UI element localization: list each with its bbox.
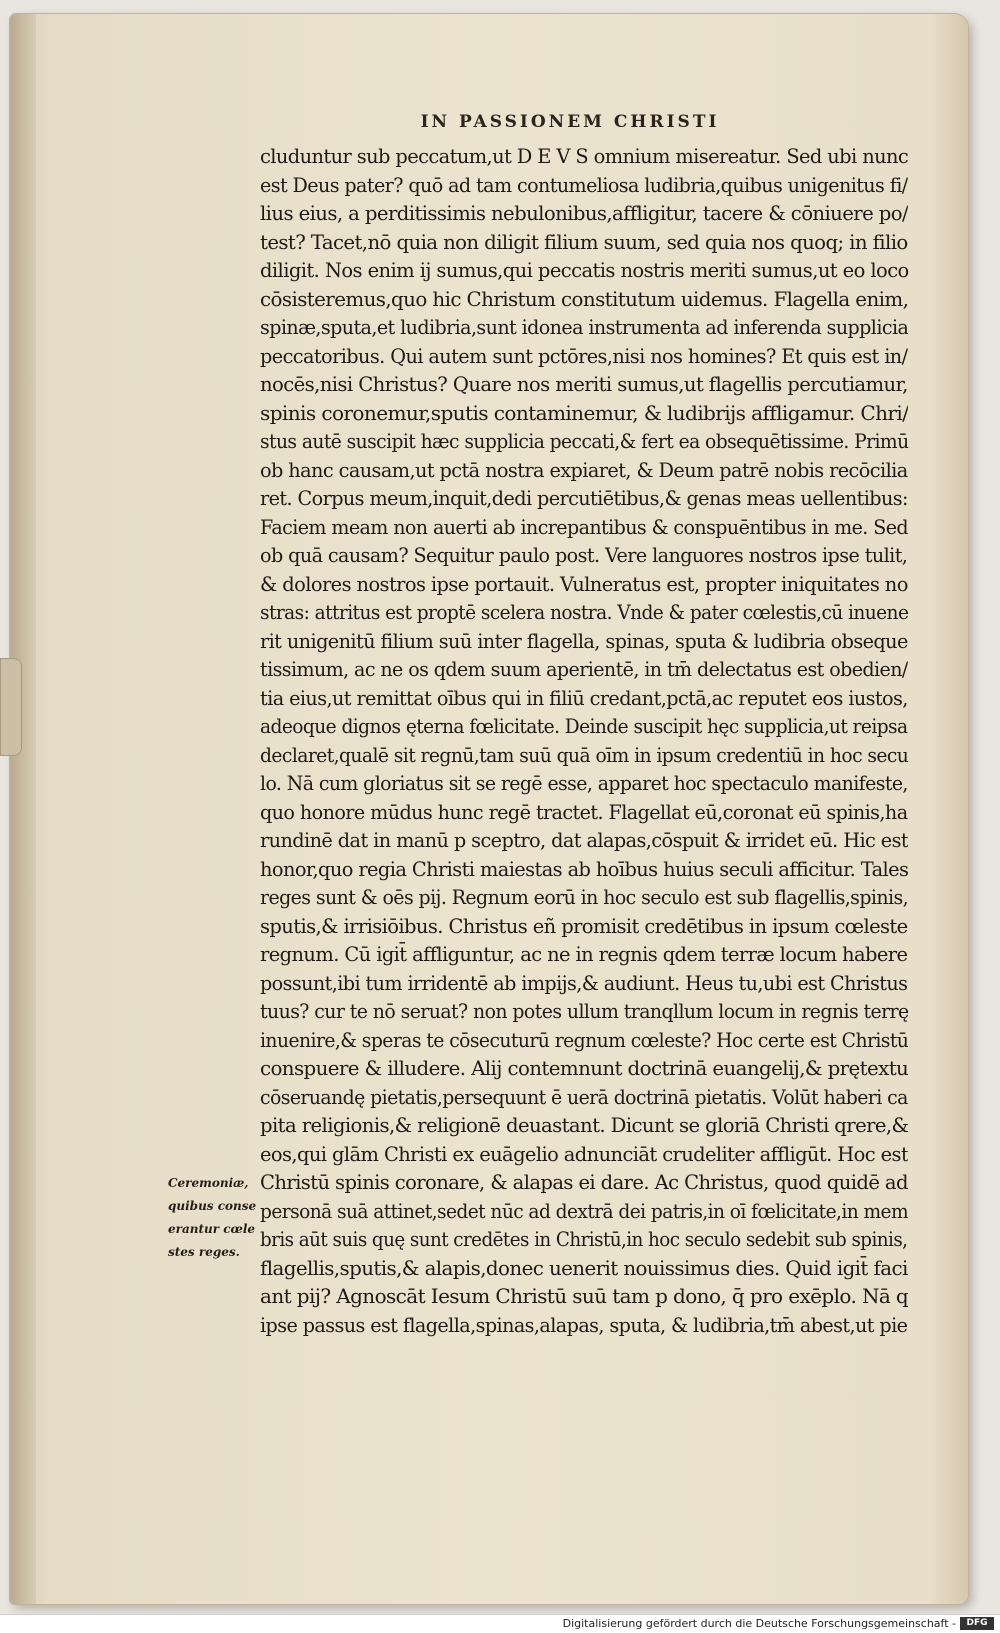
text-line: tia eius,ut remittat oībus qui in filiū credant,pctā,ac reputet eos iustos, [260, 686, 908, 710]
text-line: eos,qui glām Christi ex euāgelio adnunciāt crudeliter affligūt. Hoc est [260, 1142, 908, 1166]
text-line: pita religionis,& religionē deuastant. Dicunt se gloriā Christi qrere,& [260, 1114, 909, 1137]
running-head: IN PASSIONEM CHRISTI [420, 112, 720, 132]
page-tab [0, 658, 22, 756]
text-line: personā suā attinet,sedet nūc ad dextrā dei patris,in oī fœlicitate,in mem [260, 1199, 908, 1223]
marginal-note-line: quibus conse [168, 1199, 257, 1213]
text-line: declaret,qualē sit regnū,tam suū quā oīm in ipsum credentiū in hoc secu [260, 743, 908, 767]
text-line: adeoque dignos ęterna fœlicitate. Deinde suscipit hęc supplicia,ut reipsa [260, 715, 908, 738]
text-line: possunt,ibi tum irridentē ab impijs,& audiunt. Heus tu,ubi est Christus [260, 971, 908, 995]
text-line: stus autē suscipit hæc supplicia peccati,& fert ea obsequētissime. Primū [260, 430, 909, 453]
text-line: test? Tacet,nō quia non diligit filium suum, sed quia nos quoq; in filio [260, 230, 908, 254]
text-line: inuenire,& speras te cōsecuturū regnum cœleste? Hoc certe est Christū [260, 1028, 909, 1052]
text-line: spinis coronemur,sputis contaminemur, & ludibrijs affligamur. Chri/ [260, 401, 908, 425]
text-line: lo. Nā cum gloriatus sit se regē esse, apparet hoc spectaculo manifeste, [260, 772, 908, 795]
body-text [260, 143, 908, 1340]
marginal-note-line: Ceremoniæ, [168, 1176, 249, 1190]
text-line: sputis,& irrisiōibus. Christus eñ promisit credētibus in ipsum cœleste [260, 914, 908, 938]
text-line: diligit. Nos enim ij sumus,qui peccatis nostris meriti sumus,ut eo loco [260, 259, 909, 282]
text-line: spinæ,sputa,et ludibria,sunt idonea instrumenta ad inferenda supplicia [260, 316, 909, 339]
text-line: cōsisteremus,quo hic Christum constitutum uidemus. Flagella enim, [260, 287, 909, 311]
text-line: ob hanc causam,ut pctā nostra expiaret, & Deum patrē nobis recōcilia [260, 458, 908, 482]
footer-credit: Digitalisierung gefördert durch die Deutsche Forschungsgemeinschaft - [562, 1617, 956, 1630]
text-line: bris aūt suis quę sunt credētes in Christū,in hoc seculo sedebit sub spinis, [260, 1228, 908, 1251]
marginal-note [168, 1172, 262, 1264]
text-line: Faciem meam non auerti ab increpantibus & conspuēntibus in me. Sed [260, 515, 908, 539]
footer-bar [0, 1614, 1000, 1633]
text-line: rit unigenitū filium suū inter flagella, spinas, sputa & ludibria obseque [260, 629, 908, 653]
text-line: honor,quo regia Christi maiestas ab hoībus huius seculi afficitur. Tales [260, 857, 909, 881]
text-line: regnum. Cū igit̄ affliguntur, ac ne in regnis qdem terræ locum habere [260, 943, 908, 966]
text-line: tissimum, ac ne os qdem suum aperientē, in tm̄ delectatus est obedien/ [260, 658, 908, 681]
text-line: nocēs,nisi Christus? Quare nos meriti sumus,ut flagellis percutiamur, [260, 373, 908, 396]
text-line: ret. Corpus meum,inquit,dedi percutiētibus,& genas meas uellentibus: [260, 487, 908, 510]
marginal-note-line: erantur cœle [168, 1222, 256, 1236]
text-line: ipse passus est flagella,spinas,alapas, sputa, & ludibria,tm̄ abest,ut pie [260, 1313, 908, 1337]
text-line: cluduntur sub peccatum,ut D E V S omnium misereatur. Sed ubi nunc [260, 145, 908, 168]
text-line: flagellis,sputis,& alapis,donec uenerit nouissimus dies. Quid igit̄ faci [260, 1256, 908, 1280]
marginal-note-line: stes reges. [168, 1245, 240, 1259]
text-line: conspuere & illudere. Alij contemnunt doctrinā euangelij,& prętextu [260, 1057, 909, 1080]
text-line: Christū spinis coronare, & alapas ei dare. Ac Christus, quod quidē ad [260, 1171, 908, 1194]
text-line: peccatoribus. Qui autem sunt pctōres,nisi nos homines? Et quis est in/ [260, 344, 908, 368]
text-line: est Deus pater? quō ad tam contumeliosa ludibria,quibus unigenitus fi/ [260, 173, 908, 197]
text-line: ant pij? Agnoscāt Iesum Christū suū tam p dono, q̄ pro exēplo. Nā q [260, 1285, 909, 1308]
text-line: quo honore mūdus hunc regē tractet. Flagellat eū,coronat eū spinis,ha [260, 800, 908, 824]
dfg-logo: DFG [960, 1617, 994, 1630]
text-line: lius eius, a perditissimis nebulonibus,affligitur, tacere & cōniuere po/ [260, 202, 908, 225]
text-line: reges sunt & oēs pij. Regnum eorū in hoc seculo est sub flagellis,spinis, [260, 886, 909, 909]
text-line: rundinē dat in manū p sceptro, dat alapas,cōspuit & irridet eū. Hic est [260, 829, 908, 852]
text-line: ob quā causam? Sequitur paulo post. Vere languores nostros ipse tulit, [260, 544, 908, 567]
text-line: cōseruandę pietatis,persequunt ē uerā doctrinā pietatis. Volūt haberi ca [260, 1085, 908, 1109]
text-line: tuus? cur te nō seruat? non potes ullum tranqllum locum in regnis terrę [260, 1000, 909, 1023]
text-line: stras: attritus est proptē scelera nostra. Vnde & pater cœlestis,cū inuene [260, 601, 909, 624]
text-line: & dolores nostros ipse portauit. Vulneratus est, propter iniquitates no [260, 572, 908, 596]
page-gutter [10, 14, 36, 1604]
